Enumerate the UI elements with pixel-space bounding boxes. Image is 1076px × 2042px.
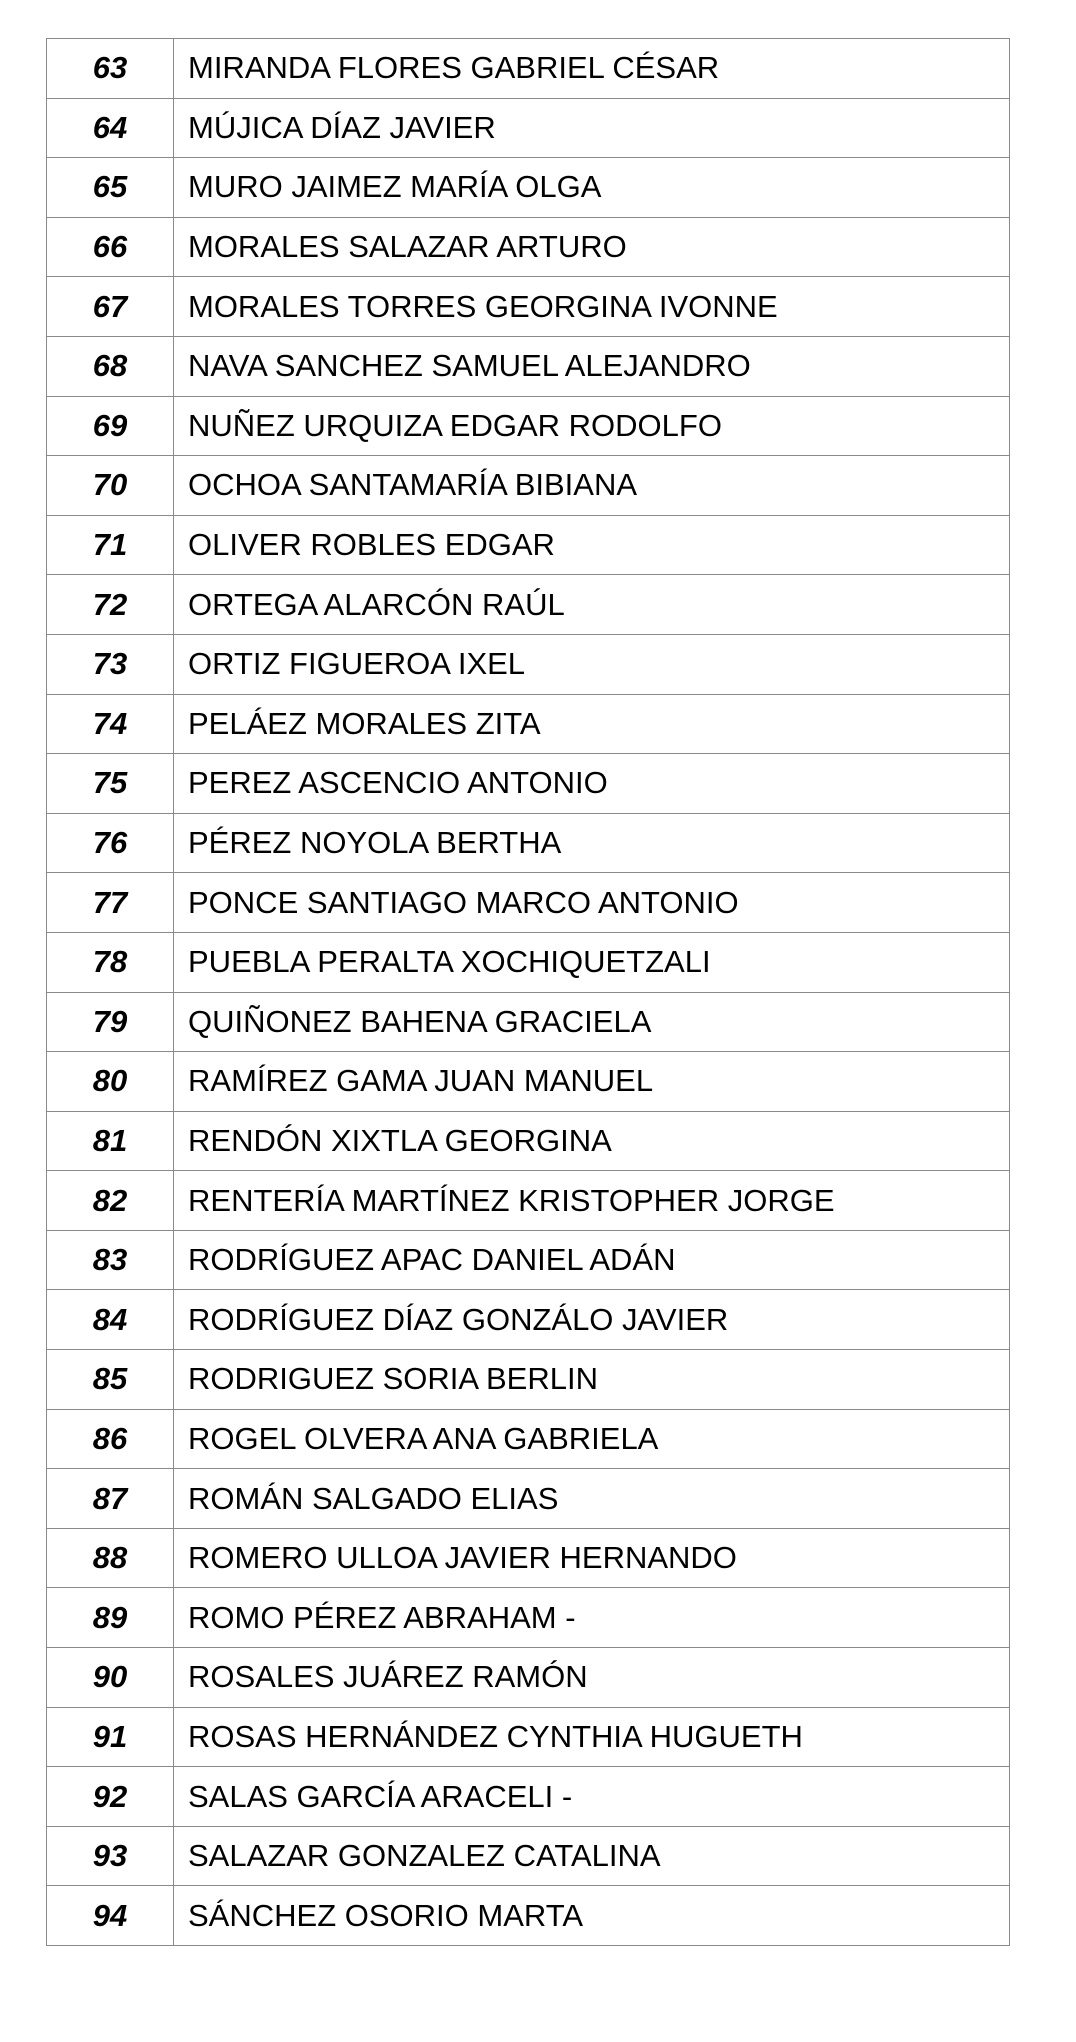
table-row [47, 396, 1010, 456]
person-name: MIRANDA FLORES GABRIEL CÉSAR [174, 39, 1010, 99]
person-name: MORALES SALAZAR ARTURO [174, 217, 1010, 277]
table-row [47, 1707, 1010, 1767]
table-row [47, 1528, 1010, 1588]
person-name: RODRÍGUEZ APAC DANIEL ADÁN [174, 1230, 1010, 1290]
table-row [47, 1171, 1010, 1231]
table-row [47, 694, 1010, 754]
row-number: 72 [47, 575, 174, 635]
person-name: ROSALES JUÁREZ RAMÓN [174, 1648, 1010, 1708]
table-row [47, 1290, 1010, 1350]
row-number: 85 [47, 1350, 174, 1410]
table-row [47, 873, 1010, 933]
row-number: 64 [47, 98, 174, 158]
table-row [47, 1826, 1010, 1886]
table-row [47, 336, 1010, 396]
person-name: PEREZ ASCENCIO ANTONIO [174, 754, 1010, 814]
table-row [47, 1469, 1010, 1529]
table-row [47, 1111, 1010, 1171]
person-name: RAMÍREZ GAMA JUAN MANUEL [174, 1052, 1010, 1112]
person-name: QUIÑONEZ BAHENA GRACIELA [174, 992, 1010, 1052]
row-number: 67 [47, 277, 174, 337]
person-name: ROMO PÉREZ ABRAHAM - [174, 1588, 1010, 1648]
table-row [47, 158, 1010, 218]
table-row [47, 39, 1010, 99]
row-number: 68 [47, 336, 174, 396]
table-row [47, 575, 1010, 635]
row-number: 80 [47, 1052, 174, 1112]
person-name: SÁNCHEZ OSORIO MARTA [174, 1886, 1010, 1946]
person-name: OLIVER ROBLES EDGAR [174, 515, 1010, 575]
row-number: 84 [47, 1290, 174, 1350]
table-row [47, 456, 1010, 516]
table-row [47, 1230, 1010, 1290]
roster-table [46, 38, 1010, 1946]
person-name: RENTERÍA MARTÍNEZ KRISTOPHER JORGE [174, 1171, 1010, 1231]
row-number: 75 [47, 754, 174, 814]
row-number: 79 [47, 992, 174, 1052]
row-number: 92 [47, 1767, 174, 1827]
row-number: 73 [47, 634, 174, 694]
table-row [47, 1767, 1010, 1827]
person-name: PELÁEZ MORALES ZITA [174, 694, 1010, 754]
table-row [47, 992, 1010, 1052]
table-row [47, 1648, 1010, 1708]
person-name: MURO JAIMEZ MARÍA OLGA [174, 158, 1010, 218]
person-name: NUÑEZ URQUIZA EDGAR RODOLFO [174, 396, 1010, 456]
table-row [47, 1409, 1010, 1469]
row-number: 81 [47, 1111, 174, 1171]
person-name: ROGEL OLVERA ANA GABRIELA [174, 1409, 1010, 1469]
row-number: 74 [47, 694, 174, 754]
row-number: 89 [47, 1588, 174, 1648]
person-name: SALAS GARCÍA ARACELI - [174, 1767, 1010, 1827]
person-name: ROMÁN SALGADO ELIAS [174, 1469, 1010, 1529]
row-number: 66 [47, 217, 174, 277]
person-name: SALAZAR GONZALEZ CATALINA [174, 1826, 1010, 1886]
table-row [47, 813, 1010, 873]
person-name: NAVA SANCHEZ SAMUEL ALEJANDRO [174, 336, 1010, 396]
person-name: RODRÍGUEZ DÍAZ GONZÁLO JAVIER [174, 1290, 1010, 1350]
table-row [47, 515, 1010, 575]
row-number: 71 [47, 515, 174, 575]
row-number: 93 [47, 1826, 174, 1886]
row-number: 77 [47, 873, 174, 933]
person-name: PONCE SANTIAGO MARCO ANTONIO [174, 873, 1010, 933]
row-number: 69 [47, 396, 174, 456]
person-name: ORTEGA ALARCÓN RAÚL [174, 575, 1010, 635]
row-number: 83 [47, 1230, 174, 1290]
person-name: PÉREZ NOYOLA BERTHA [174, 813, 1010, 873]
row-number: 82 [47, 1171, 174, 1231]
table-row [47, 754, 1010, 814]
table-row [47, 1588, 1010, 1648]
person-name: PUEBLA PERALTA XOCHIQUETZALI [174, 932, 1010, 992]
row-number: 63 [47, 39, 174, 99]
table-row [47, 932, 1010, 992]
table-row [47, 277, 1010, 337]
row-number: 78 [47, 932, 174, 992]
person-name: ROSAS HERNÁNDEZ CYNTHIA HUGUETH [174, 1707, 1010, 1767]
table-row [47, 634, 1010, 694]
table-row [47, 217, 1010, 277]
table-row [47, 1886, 1010, 1946]
row-number: 88 [47, 1528, 174, 1588]
person-name: MÚJICA DÍAZ JAVIER [174, 98, 1010, 158]
person-name: RENDÓN XIXTLA GEORGINA [174, 1111, 1010, 1171]
person-name: ROMERO ULLOA JAVIER HERNANDO [174, 1528, 1010, 1588]
person-name: RODRIGUEZ SORIA BERLIN [174, 1350, 1010, 1410]
document-page [46, 38, 1010, 1946]
row-number: 76 [47, 813, 174, 873]
roster-table-body [47, 39, 1010, 1946]
table-row [47, 1350, 1010, 1410]
person-name: OCHOA SANTAMARÍA BIBIANA [174, 456, 1010, 516]
person-name: ORTIZ FIGUEROA IXEL [174, 634, 1010, 694]
row-number: 90 [47, 1648, 174, 1708]
row-number: 86 [47, 1409, 174, 1469]
person-name: MORALES TORRES GEORGINA IVONNE [174, 277, 1010, 337]
table-row [47, 98, 1010, 158]
row-number: 70 [47, 456, 174, 516]
row-number: 91 [47, 1707, 174, 1767]
row-number: 94 [47, 1886, 174, 1946]
row-number: 65 [47, 158, 174, 218]
row-number: 87 [47, 1469, 174, 1529]
table-row [47, 1052, 1010, 1112]
